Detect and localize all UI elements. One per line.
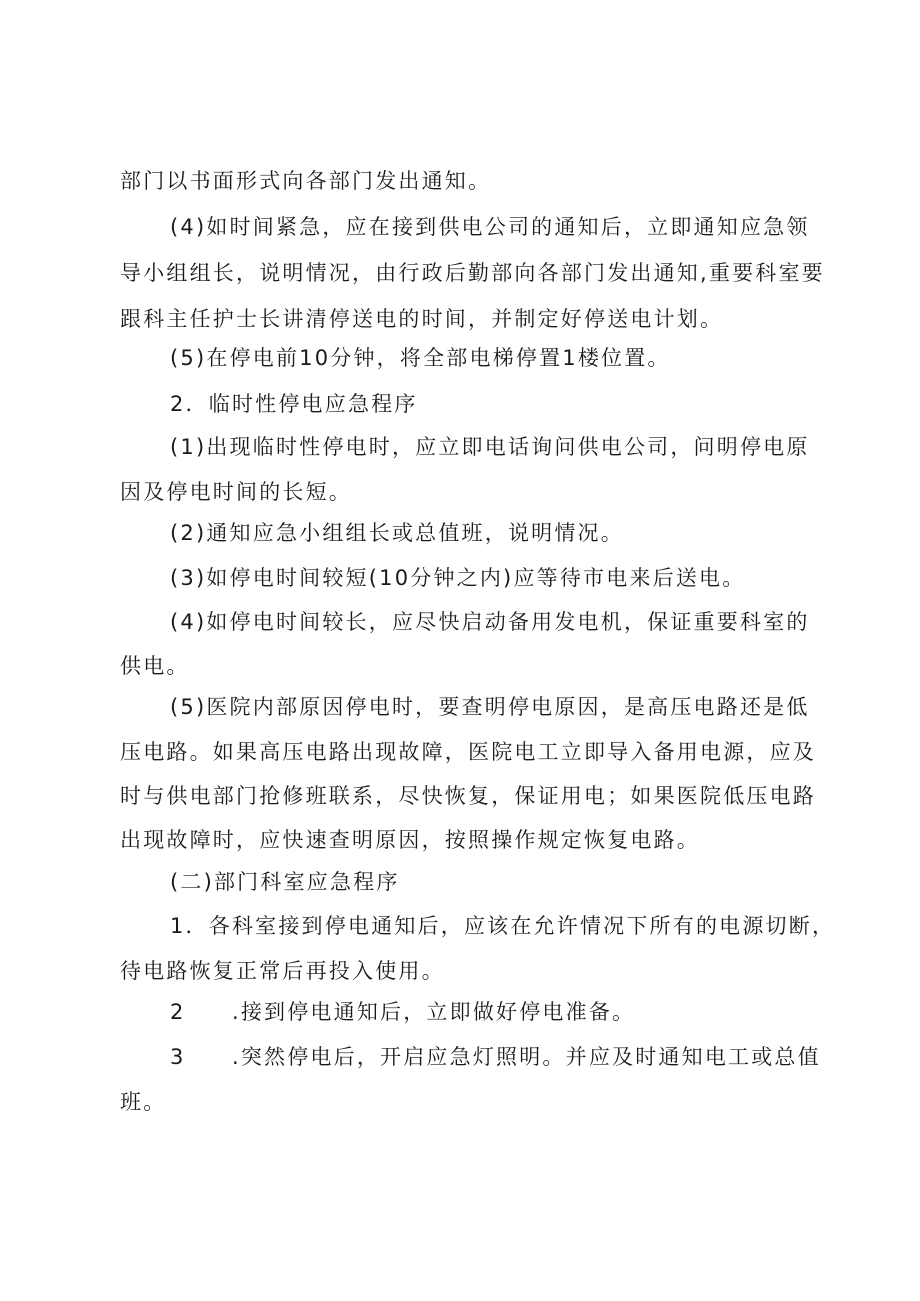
text-line: (4)如停电时间较长，应尽快启动备用发电机，保证重要科室的 (170, 610, 810, 634)
text-line: 待电路恢复正常后再投入使用。 (120, 959, 445, 983)
text-line: 出现故障时，应快速查明原因，按照操作规定恢复电路。 (120, 828, 700, 852)
text-line: 班。 (120, 1090, 167, 1114)
text-line: 跟科主任护士长讲清停送电的时间，并制定好停送电计划。 (120, 307, 724, 331)
text-line: (1)出现临时性停电时，应立即电话询问供电公司，问明停电原 (170, 435, 810, 459)
text-line: (2)通知应急小组组长或总值班，说明情况。 (170, 521, 624, 545)
text-line: 压电路。如果高压电路出现故障，医院电工立即导入备用电源，应及 (120, 740, 816, 764)
text-line: 2 .接到停电通知后，立即做好停电准备。 (170, 1000, 636, 1024)
section-heading: (二)部门科室应急程序 (170, 870, 400, 894)
text-line: 时与供电部门抢修班联系，尽快恢复，保证用电；如果医院低压电路 (120, 784, 816, 808)
text-line: 3 .突然停电后，开启应急灯照明。并应及时通知电工或总值 (170, 1045, 821, 1069)
text-line: 部门以书面形式向各部门发出通知。 (120, 169, 492, 193)
text-line: 1．各科室接到停电通知后，应该在允许情况下所有的电源切断， (170, 914, 836, 938)
text-line: 供电。 (120, 654, 190, 678)
text-line: 因及停电时间的长短。 (120, 480, 352, 504)
text-line: (5)在停电前10分钟，将全部电梯停置1楼位置。 (170, 346, 671, 370)
text-line: (5)医院内部原因停电时，要查明停电原因，是高压电路还是低 (170, 695, 810, 719)
section-heading: 2．临时性停电应急程序 (170, 392, 418, 416)
text-line: (3)如停电时间较短(10分钟之内)应等待市电来后送电。 (170, 566, 746, 590)
text-line: (4)如时间紧急，应在接到供电公司的通知后，立即通知应急领 (170, 215, 810, 239)
text-line: 导小组组长，说明情况，由行政后勤部向各部门发出通知,重要科室要 (120, 261, 825, 285)
